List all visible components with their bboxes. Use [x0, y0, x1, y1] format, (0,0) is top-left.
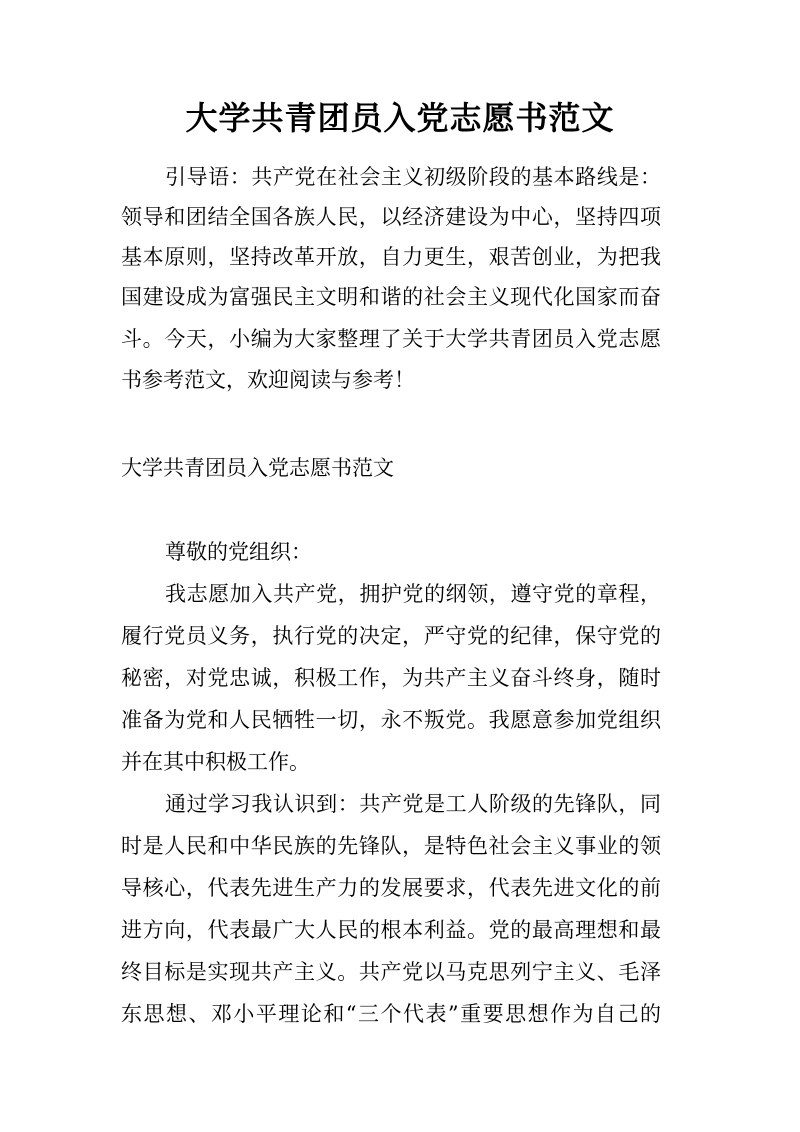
document-title: 大学共青团员入党志愿书范文 [185, 99, 615, 137]
salutation: 尊敬的党组织： [165, 540, 312, 564]
paragraph1-line-5: 并在其中积极工作。 [121, 750, 310, 774]
paragraph1-line-2: 履行党员义务，执行党的决定，严守党的纪律，保守党的 [121, 624, 661, 648]
paragraph2-line-1: 通过学习我认识到：共产党是工人阶级的先锋队，同 [165, 792, 661, 816]
intro-line-1: 引导语：共产党在社会主义初级阶段的基本路线是： [165, 165, 661, 189]
intro-line-5: 斗。今天，小编为大家整理了关于大学共青团员入党志愿 [121, 327, 661, 351]
paragraph1-line-1: 我志愿加入共产党，拥护党的纲领，遵守党的章程， [165, 582, 661, 606]
intro-line-4: 国建设成为富强民主文明和谐的社会主义现代化国家而奋 [121, 285, 661, 309]
intro-line-3: 基本原则，坚持改革开放，自力更生，艰苦创业，为把我 [121, 245, 661, 269]
intro-line-6: 书参考范文，欢迎阅读与参考！ [121, 368, 415, 392]
paragraph2-line-5: 终目标是实现共产主义。共产党以马克思列宁主义、毛泽 [121, 960, 661, 984]
paragraph2-line-3: 导核心，代表先进生产力的发展要求，代表先进文化的前 [121, 876, 661, 900]
paragraph2-line-6: 东思想、邓小平理论和“三个代表”重要思想作为自己的 [121, 1002, 661, 1026]
paragraph1-line-4: 准备为党和人民牺牲一切，永不叛党。我愿意参加党组织 [121, 708, 661, 732]
paragraph2-line-2: 时是人民和中华民族的先锋队，是特色社会主义事业的领 [121, 834, 661, 858]
section-subheading: 大学共青团员入党志愿书范文 [121, 456, 394, 480]
intro-line-2: 领导和团结全国各族人民，以经济建设为中心，坚持四项 [121, 205, 661, 229]
paragraph1-line-3: 秘密，对党忠诚，积极工作，为共产主义奋斗终身，随时 [121, 666, 661, 690]
paragraph2-line-4: 进方向，代表最广大人民的根本利益。党的最高理想和最 [121, 918, 661, 942]
